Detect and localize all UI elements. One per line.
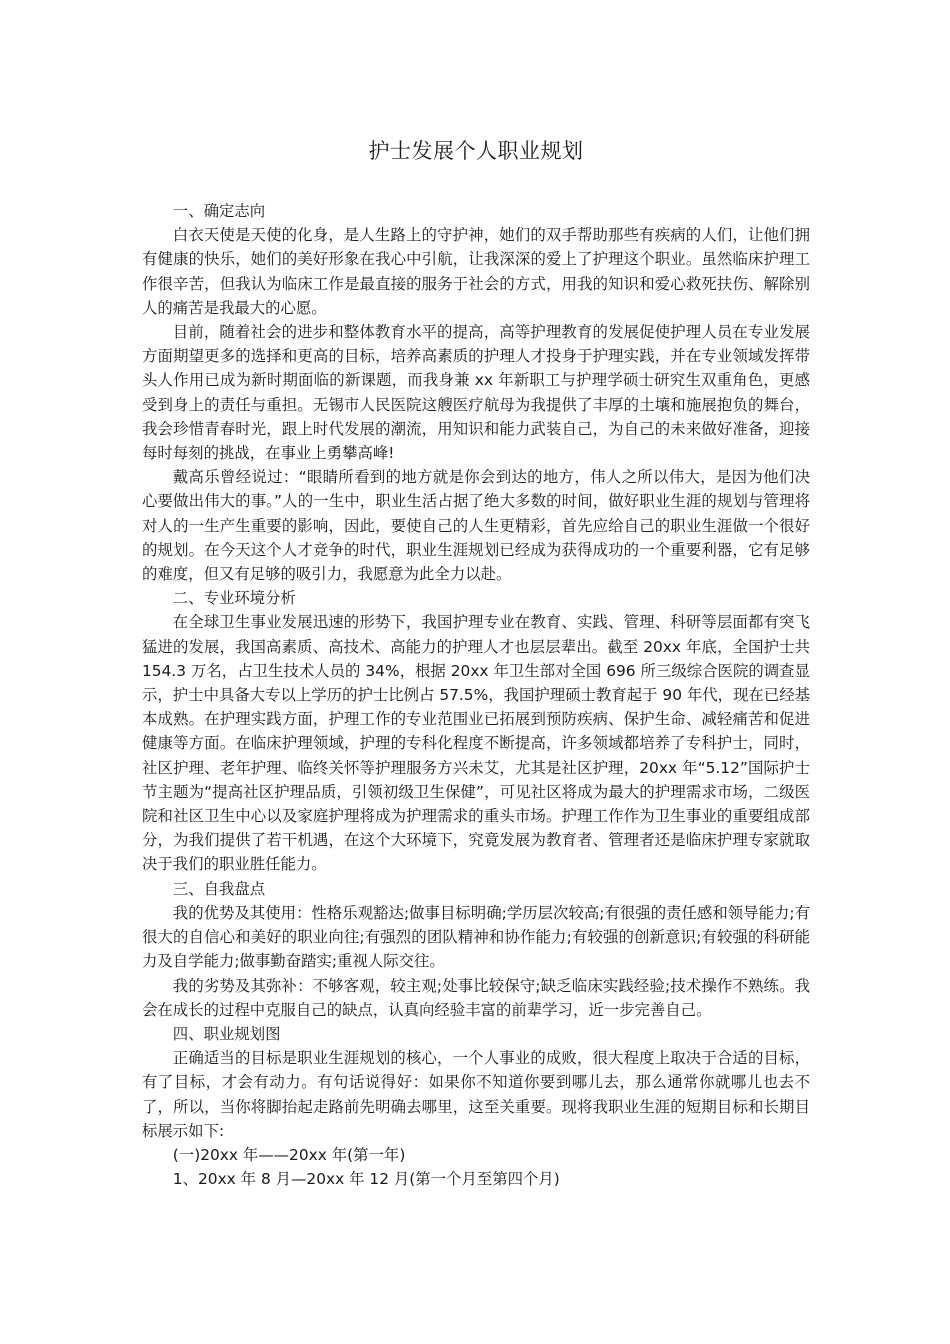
section-heading-1: 一、确定志向 bbox=[172, 202, 266, 220]
paragraph: 在全球卫生事业发展迅速的形势下，我国护理专业在教育、实践、管理、科研等层面都有突飞猛进的发展，我国高素质、高技术、高能力的护理人才也层层辈出。截至 20xx 年底，全国护士共 154.3 万名，占卫生技术人员的 34%，根据 20xx 年卫生部对全国 696 所三级综合医院的调查显示，护士中具备大专以上学历的护士比例占 57.5%，我国护理硕士教育起于 90 年代，现在已经基本成熟。在护理实践方面，护理工作的专业范围业已拓展到预防疾病、保护生命、减轻痛苦和促进健康等方面。在临床护理领域，护理的专科化程度不断提高，许多领域都培养了专科护士，同时，社区护理、老年护理、临终关怀等护理服务方兴未艾，尤其是社区护理，20xx 年“5.12”国际护士节主题为“提高社区护理品质，引领初级卫生保健”，可见社区将成为最大的护理需求市场，二级医院和社区卫生中心以及家庭护理将成为护理需求的重头市场。护理工作作为卫生事业的重要组成部分，为我们提供了若干机遇，在这个大环境下，究竟发展为教育者、管理者还是临床护理专家就取决于我们的职业胜任能力。 bbox=[142, 613, 810, 874]
paragraph: 我的劣势及其弥补：不够客观，较主观;处事比较保守;缺乏临床实践经验;技术操作不熟练。我会在成长的过程中克服自己的缺点，认真向经验丰富的前辈学习，近一步完善自己。 bbox=[142, 976, 810, 1019]
section-heading-4: 四、职业规划图 bbox=[172, 1024, 281, 1043]
paragraph: 戴高乐曾经说过：“眼睛所看到的地方就是你会到达的地方，伟人之所以伟大，是因为他们决心要做出伟大的事。”人的一生中，职业生活占据了绝大多数的时间，做好职业生涯的规划与管理将对人的一生产生重要的影响，因此，要使自己的人生更精彩，首先应给自己的职业生涯做一个很好的规划。在今天这个人才竞争的时代，职业生涯规划已经成为获得成功的一个重要利器，它有足够的难度，但又有足够的吸引力，我愿意为此全力以赴。 bbox=[142, 468, 810, 584]
paragraph: 我的优势及其使用：性格乐观豁达;做事目标明确;学历层次较高;有很强的责任感和领导能力;有很大的自信心和美好的职业向往;有强烈的团队精神和协作能力;有较强的创新意识;有较强的科研能力及自学能力;做事勤奋踏实;重视人际交往。 bbox=[142, 903, 810, 971]
paragraph: 白衣天使是天使的化身，是人生路上的守护神，她们的双手帮助那些有疾病的人们，让他们拥有健康的快乐，她们的美好形象在我心中引航，让我深深的爱上了护理这个职业。虽然临床护理工作很辛苦，但我认为临床工作是最直接的服务于社会的方式，用我的知识和爱心救死扶伤、解除别人的痛苦是我最大的心愿。 bbox=[142, 226, 810, 317]
section-heading-2: 二、专业环境分析 bbox=[172, 589, 296, 608]
subsection-heading: (一)20xx 年——20xx 年(第一年) bbox=[172, 1145, 406, 1164]
paragraph: 正确适当的目标是职业生涯规划的核心，一个人事业的成败，很大程度上取决于合适的目标，有了目标，才会有动力。有句话说得好：如果你不知道你要到哪儿去，那么通常你就哪儿也去不了，所以，当你将脚抬起走路前先明确去哪里，这至关重要。现将我职业生涯的短期目标和长期目标展示如下: bbox=[142, 1049, 810, 1140]
section-heading-3: 三、自我盘点 bbox=[172, 879, 266, 898]
document-title: 护士发展个人职业规划 bbox=[368, 139, 584, 163]
document-body bbox=[142, 199, 810, 1191]
subsection-item: 1、20xx 年 8 月—20xx 年 12 月(第一个月至第四个月) bbox=[172, 1170, 560, 1189]
paragraph: 目前，随着社会的进步和整体教育水平的提高，高等护理教育的发展促使护理人员在专业发展方面期望更多的选择和更高的目标，培养高素质的护理人才投身于护理实践，并在专业领域发挥带头人作用已成为新时期面临的新课题，而我身兼 xx 年新职工与护理学硕士研究生双重角色，更感受到身上的责任与重担。无锡市人民医院这艘医疗航母为我提供了丰厚的土壤和施展抱负的舞台，我会珍惜青春时光，跟上时代发展的潮流，用知识和能力武装自己，为自己的未来做好准备，迎接每时每刻的挑战，在事业上勇攀高峰! bbox=[142, 323, 810, 463]
